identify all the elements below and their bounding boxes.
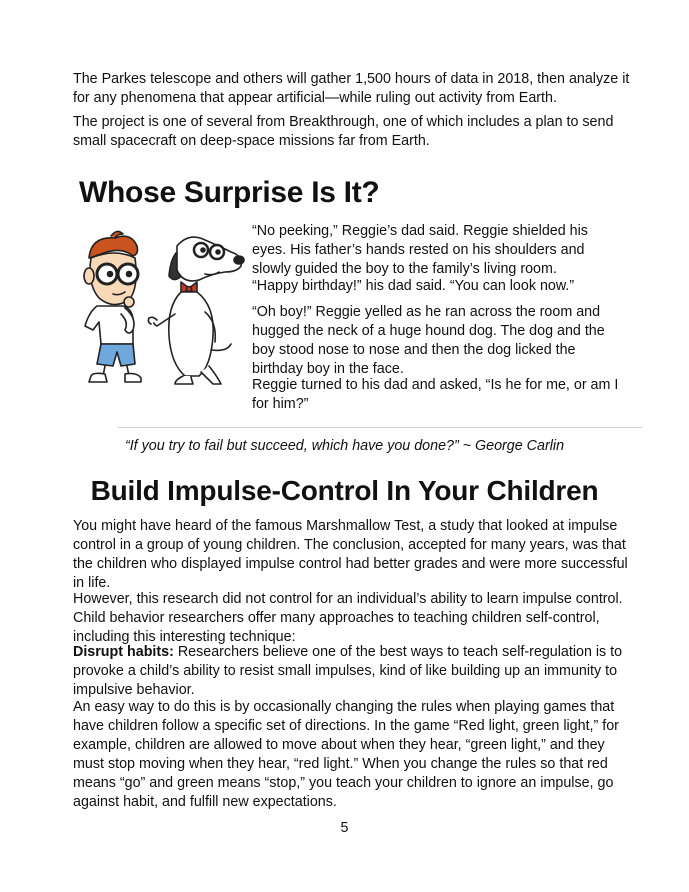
story-paragraph-4: Reggie turned to his dad and asked, “Is he for me, or am I for him?”: [252, 377, 619, 412]
quote: “If you try to fail but succeed, which have you done?” ~ George Carlin: [124, 438, 565, 454]
boy-figure: [84, 231, 141, 382]
story-paragraph-2: “Happy birthday!” his dad said. “You can look now.”: [252, 278, 575, 294]
boy-and-dog-cartoon-illustration: [71, 226, 247, 388]
page-number: 5: [340, 820, 349, 836]
disrupt-habits-label: Disrupt habits:: [73, 644, 174, 660]
story-paragraph-3: “Oh boy!” Reggie yelled as he ran across the room and hugged the neck of a huge hound dog. The dog and the boy stood nose to nose and then the dog licked the birthday boy in the face.: [252, 304, 605, 377]
story-paragraph-1: “No peeking,” Reggie’s dad said. Reggie shielded his eyes. His father’s hands rested on his shoulders and slowly guided the boy to the family’s living room.: [252, 223, 588, 277]
disrupt-habits-text: Researchers believe one of the best ways to teach self-regulation is to provoke a child’s ability to resist small impulses, kind of like building up an immunity to impulsive behavior.: [73, 644, 623, 698]
intro-paragraph-1: The Parkes telescope and others will gather 1,500 hours of data in 2018, then analyze it for any phenomena that appear artificial—while ruling out activity from Earth.: [73, 71, 630, 106]
section-heading-surprise: Whose Surprise Is It?: [79, 176, 380, 209]
impulse-paragraph-2: However, this research did not control for an individual’s ability to learn impulse control. Child behavior researchers offer many approaches to teaching children self-control, including this interesting technique:: [73, 591, 623, 645]
impulse-paragraph-1: You might have heard of the famous Marshmallow Test, a study that looked at impulse control in a group of young children. The conclusion, accepted for many years, was that the children who displayed impulse control had better grades and were more successful in life.: [73, 518, 628, 591]
section-heading-impulse-control: Build Impulse-Control In Your Children: [90, 475, 599, 506]
section-divider: [118, 427, 642, 428]
intro-paragraph-2: The project is one of several from Breakthrough, one of which includes a plan to send small spacecraft on deep-space missions far from Earth.: [73, 114, 614, 149]
impulse-paragraph-3: [73, 643, 633, 700]
dog-figure: [148, 237, 244, 384]
impulse-paragraph-4: An easy way to do this is by occasionally changing the rules when playing games that have children follow a specific set of directions. In the game “Red light, green light,” for example, children are allowed to move about when they hear, “green light,” and they must stop moving when they hear, “red light.” When you change the rules so that red means “go” and green means “stop,” you teach your children to ignore an impulse, go against habit, and fulfill new expectations.: [73, 699, 619, 810]
